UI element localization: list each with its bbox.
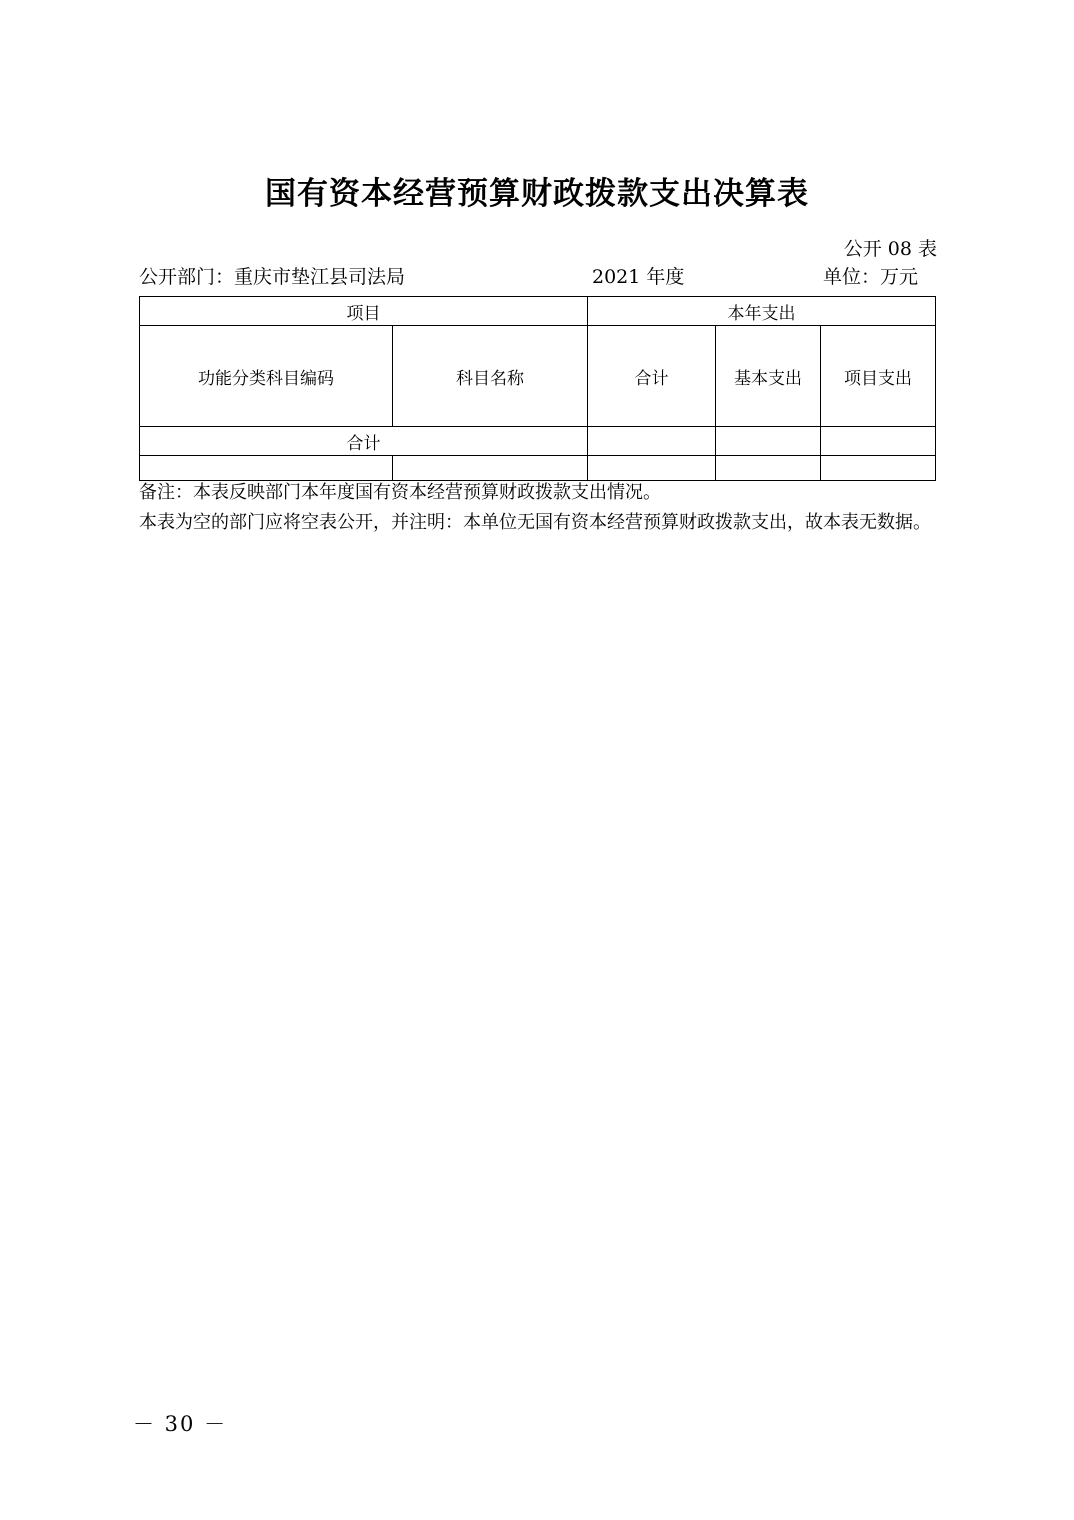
row-empty-project <box>821 456 936 481</box>
note-line-2: 本表为空的部门应将空表公开，并注明：本单位无国有资本经营预算财政拨款支出，故本表无数据。 <box>139 512 931 533</box>
table-header-row <box>140 326 936 427</box>
row-empty-total <box>588 456 716 481</box>
row-empty-code <box>140 456 393 481</box>
row-total-total <box>588 427 716 456</box>
row-total-project <box>821 427 936 456</box>
note-line-1: 备注：本表反映部门本年度国有资本经营预算财政拨款支出情况。 <box>139 482 661 503</box>
header-subject-name: 科目名称 <box>393 326 588 427</box>
document-meta <box>139 262 939 288</box>
header-total: 合计 <box>588 326 716 427</box>
meta-unit: 单位：万元 <box>823 266 919 288</box>
row-total-basic <box>716 427 821 456</box>
row-empty-name <box>393 456 588 481</box>
page-number: － 30 － <box>133 1412 228 1436</box>
header-current-year-group: 本年支出 <box>588 297 936 326</box>
header-project-expenditure: 项目支出 <box>821 326 936 427</box>
meta-department: 公开部门：重庆市垫江县司法局 <box>139 266 406 288</box>
row-empty-basic <box>716 456 821 481</box>
table-header-group-row <box>140 297 936 326</box>
table-row <box>140 456 936 481</box>
sheet-number: 公开 08 表 <box>843 238 937 260</box>
meta-year: 2021 年度 <box>592 266 685 288</box>
table-row <box>140 427 936 456</box>
header-basic-expenditure: 基本支出 <box>716 326 821 427</box>
header-function-code: 功能分类科目编码 <box>140 326 393 427</box>
table-notes <box>139 478 969 538</box>
page-title: 国有资本经营预算财政拨款支出决算表 <box>265 176 809 212</box>
header-item-group: 项目 <box>140 297 588 326</box>
row-total-label: 合计 <box>140 427 588 456</box>
expenditure-table <box>139 296 936 481</box>
